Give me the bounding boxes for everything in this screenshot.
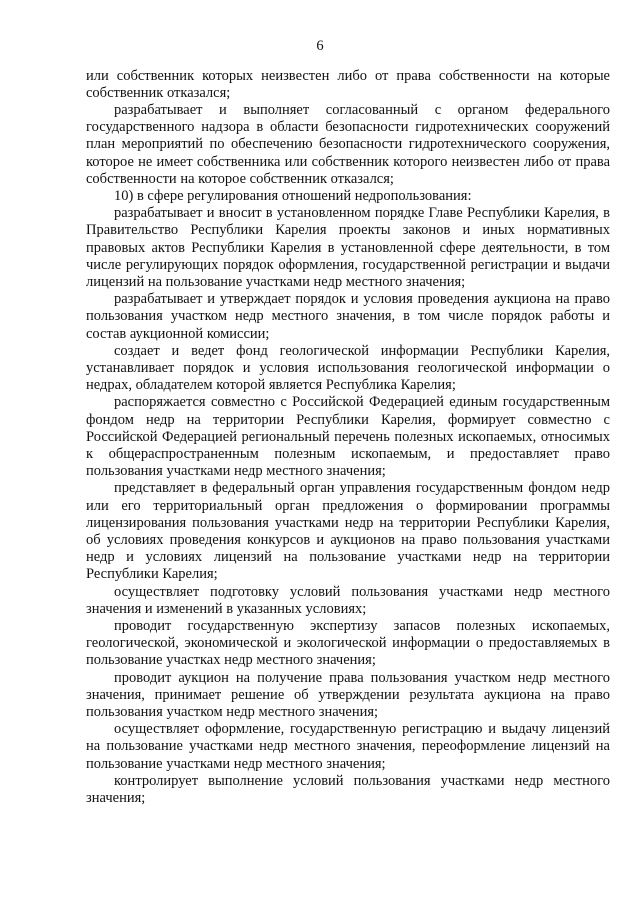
document-body (86, 68, 610, 808)
paragraph: создает и ведет фонд геологической информации Республики Карелия, устанавливает порядок и условия использования геологической информации о недрах, обладателем которой является Республика Карелия; (86, 342, 610, 394)
paragraph: осуществляет оформление, государственную регистрацию и выдачу лицензий на пользование участками недр местного значения, переоформление лицензий на пользование участками недр местного значения; (86, 721, 610, 772)
section-heading: 10) в сфере регулирования отношений недропользования: (114, 187, 472, 204)
paragraph: представляет в федеральный орган управления государственным фондом недр или его территориальный орган предложения о формировании программы лицензирования пользования участками недр на территории Республики Карелия, об условиях проведения конкурсов и аукционов на право пользования участками недр и условиях лицензий на пользование участками недр на территории Республики Карелия; (86, 480, 610, 583)
paragraph: проводит государственную экспертизу запасов полезных ископаемых, геологической, экономической и экологической информации о предоставляемых в пользование участках недр местного значения; (86, 618, 610, 669)
paragraph: распоряжается совместно с Российской Федерацией единым государственным фондом недр на территории Республики Карелия, формирует совместно с Российской Федерацией региональный перечень полезных ископаемых, относимых к общераспространенным полезным ископаемым, и предоставляет право пользования участками недр местного значения; (86, 394, 610, 480)
paragraph: разрабатывает и выполняет согласованный с органом федерального государственного надзора в области безопасности гидротехнических сооружений план мероприятий по обеспечению безопасности гидротехнического сооружения, которое не имеет собственника или собственник которого неизвестен либо от права собственности на которое собственник отказался; (86, 101, 610, 187)
page-number: 6 (316, 38, 324, 54)
paragraph: проводит аукцион на получение права пользования участком недр местного значения, принимает решение об утверждении результата аукциона на право пользования участком недр местного значения; (86, 669, 610, 721)
paragraph: осуществляет подготовку условий пользования участками недр местного значения и изменений в указанных условиях; (86, 583, 610, 617)
paragraph: контролирует выполнение условий пользования участками недр местного значения; (86, 772, 610, 807)
paragraph: разрабатывает и утверждает порядок и условия проведения аукциона на право пользования участком недр местного значения, в том числе порядок работы и состав аукционной комиссии; (86, 291, 610, 342)
paragraph: разрабатывает и вносит в установленном порядке Главе Республики Карелия, в Правительство Республики Карелия проекты законов и иных нормативных правовых актов Республики Карелия в установленной сфере деятельности, в том числе регулирующих порядок оформления, государственной регистрации и выдачи лицензий на пользование участками недр местного значения; (86, 205, 610, 290)
paragraph: или собственник которых неизвестен либо от права собственности на которые собственник отказался; (86, 67, 610, 101)
